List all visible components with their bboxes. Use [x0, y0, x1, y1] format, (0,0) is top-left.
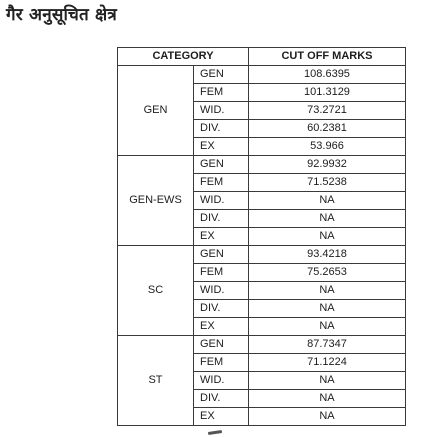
cutoff-mark-cell: 101.3129 — [249, 84, 406, 102]
cutoff-mark-cell: NA — [249, 282, 406, 300]
subcategory-cell: EX — [194, 138, 249, 156]
cutoff-mark-cell: 92.9932 — [249, 156, 406, 174]
cutoff-mark-cell: 71.5238 — [249, 174, 406, 192]
cutoff-marks-header: CUT OFF MARKS — [249, 48, 406, 66]
subcategory-cell: DIV. — [194, 120, 249, 138]
scan-artifact-mark — [208, 430, 222, 435]
cutoff-marks-table — [117, 47, 406, 426]
cutoff-mark-cell: 53.966 — [249, 138, 406, 156]
subcategory-cell: WID. — [194, 372, 249, 390]
subcategory-cell: FEM — [194, 84, 249, 102]
table-row — [118, 246, 406, 264]
table-row — [118, 66, 406, 84]
cutoff-mark-cell: NA — [249, 408, 406, 426]
subcategory-cell: GEN — [194, 156, 249, 174]
subcategory-cell: EX — [194, 408, 249, 426]
table-row — [118, 336, 406, 354]
cutoff-mark-cell: NA — [249, 372, 406, 390]
page-heading: गैर अनुसूचित क्षेत्र — [6, 5, 117, 25]
subcategory-cell: WID. — [194, 192, 249, 210]
subcategory-cell: DIV. — [194, 210, 249, 228]
subcategory-cell: EX — [194, 318, 249, 336]
cutoff-mark-cell: NA — [249, 300, 406, 318]
category-cell: GEN-EWS — [118, 156, 194, 246]
subcategory-cell: FEM — [194, 354, 249, 372]
cutoff-mark-cell: NA — [249, 228, 406, 246]
category-cell: ST — [118, 336, 194, 426]
category-cell: SC — [118, 246, 194, 336]
cutoff-mark-cell: NA — [249, 318, 406, 336]
table-header-row — [118, 48, 406, 66]
cutoff-mark-cell: 93.4218 — [249, 246, 406, 264]
subcategory-cell: GEN — [194, 246, 249, 264]
cutoff-mark-cell: 87.7347 — [249, 336, 406, 354]
subcategory-cell: DIV. — [194, 300, 249, 318]
cutoff-mark-cell: NA — [249, 390, 406, 408]
subcategory-cell: GEN — [194, 336, 249, 354]
subcategory-cell: FEM — [194, 174, 249, 192]
cutoff-mark-cell: NA — [249, 210, 406, 228]
cutoff-mark-cell: 73.2721 — [249, 102, 406, 120]
table-row — [118, 156, 406, 174]
subcategory-cell: DIV. — [194, 390, 249, 408]
subcategory-cell: GEN — [194, 66, 249, 84]
table-body — [118, 66, 406, 426]
subcategory-cell: WID. — [194, 282, 249, 300]
cutoff-mark-cell: 60.2381 — [249, 120, 406, 138]
category-cell: GEN — [118, 66, 194, 156]
cutoff-mark-cell: 71.1224 — [249, 354, 406, 372]
subcategory-cell: FEM — [194, 264, 249, 282]
cutoff-mark-cell: 75.2653 — [249, 264, 406, 282]
subcategory-cell: WID. — [194, 102, 249, 120]
category-header: CATEGORY — [118, 48, 249, 66]
cutoff-mark-cell: 108.6395 — [249, 66, 406, 84]
subcategory-cell: EX — [194, 228, 249, 246]
cutoff-mark-cell: NA — [249, 192, 406, 210]
